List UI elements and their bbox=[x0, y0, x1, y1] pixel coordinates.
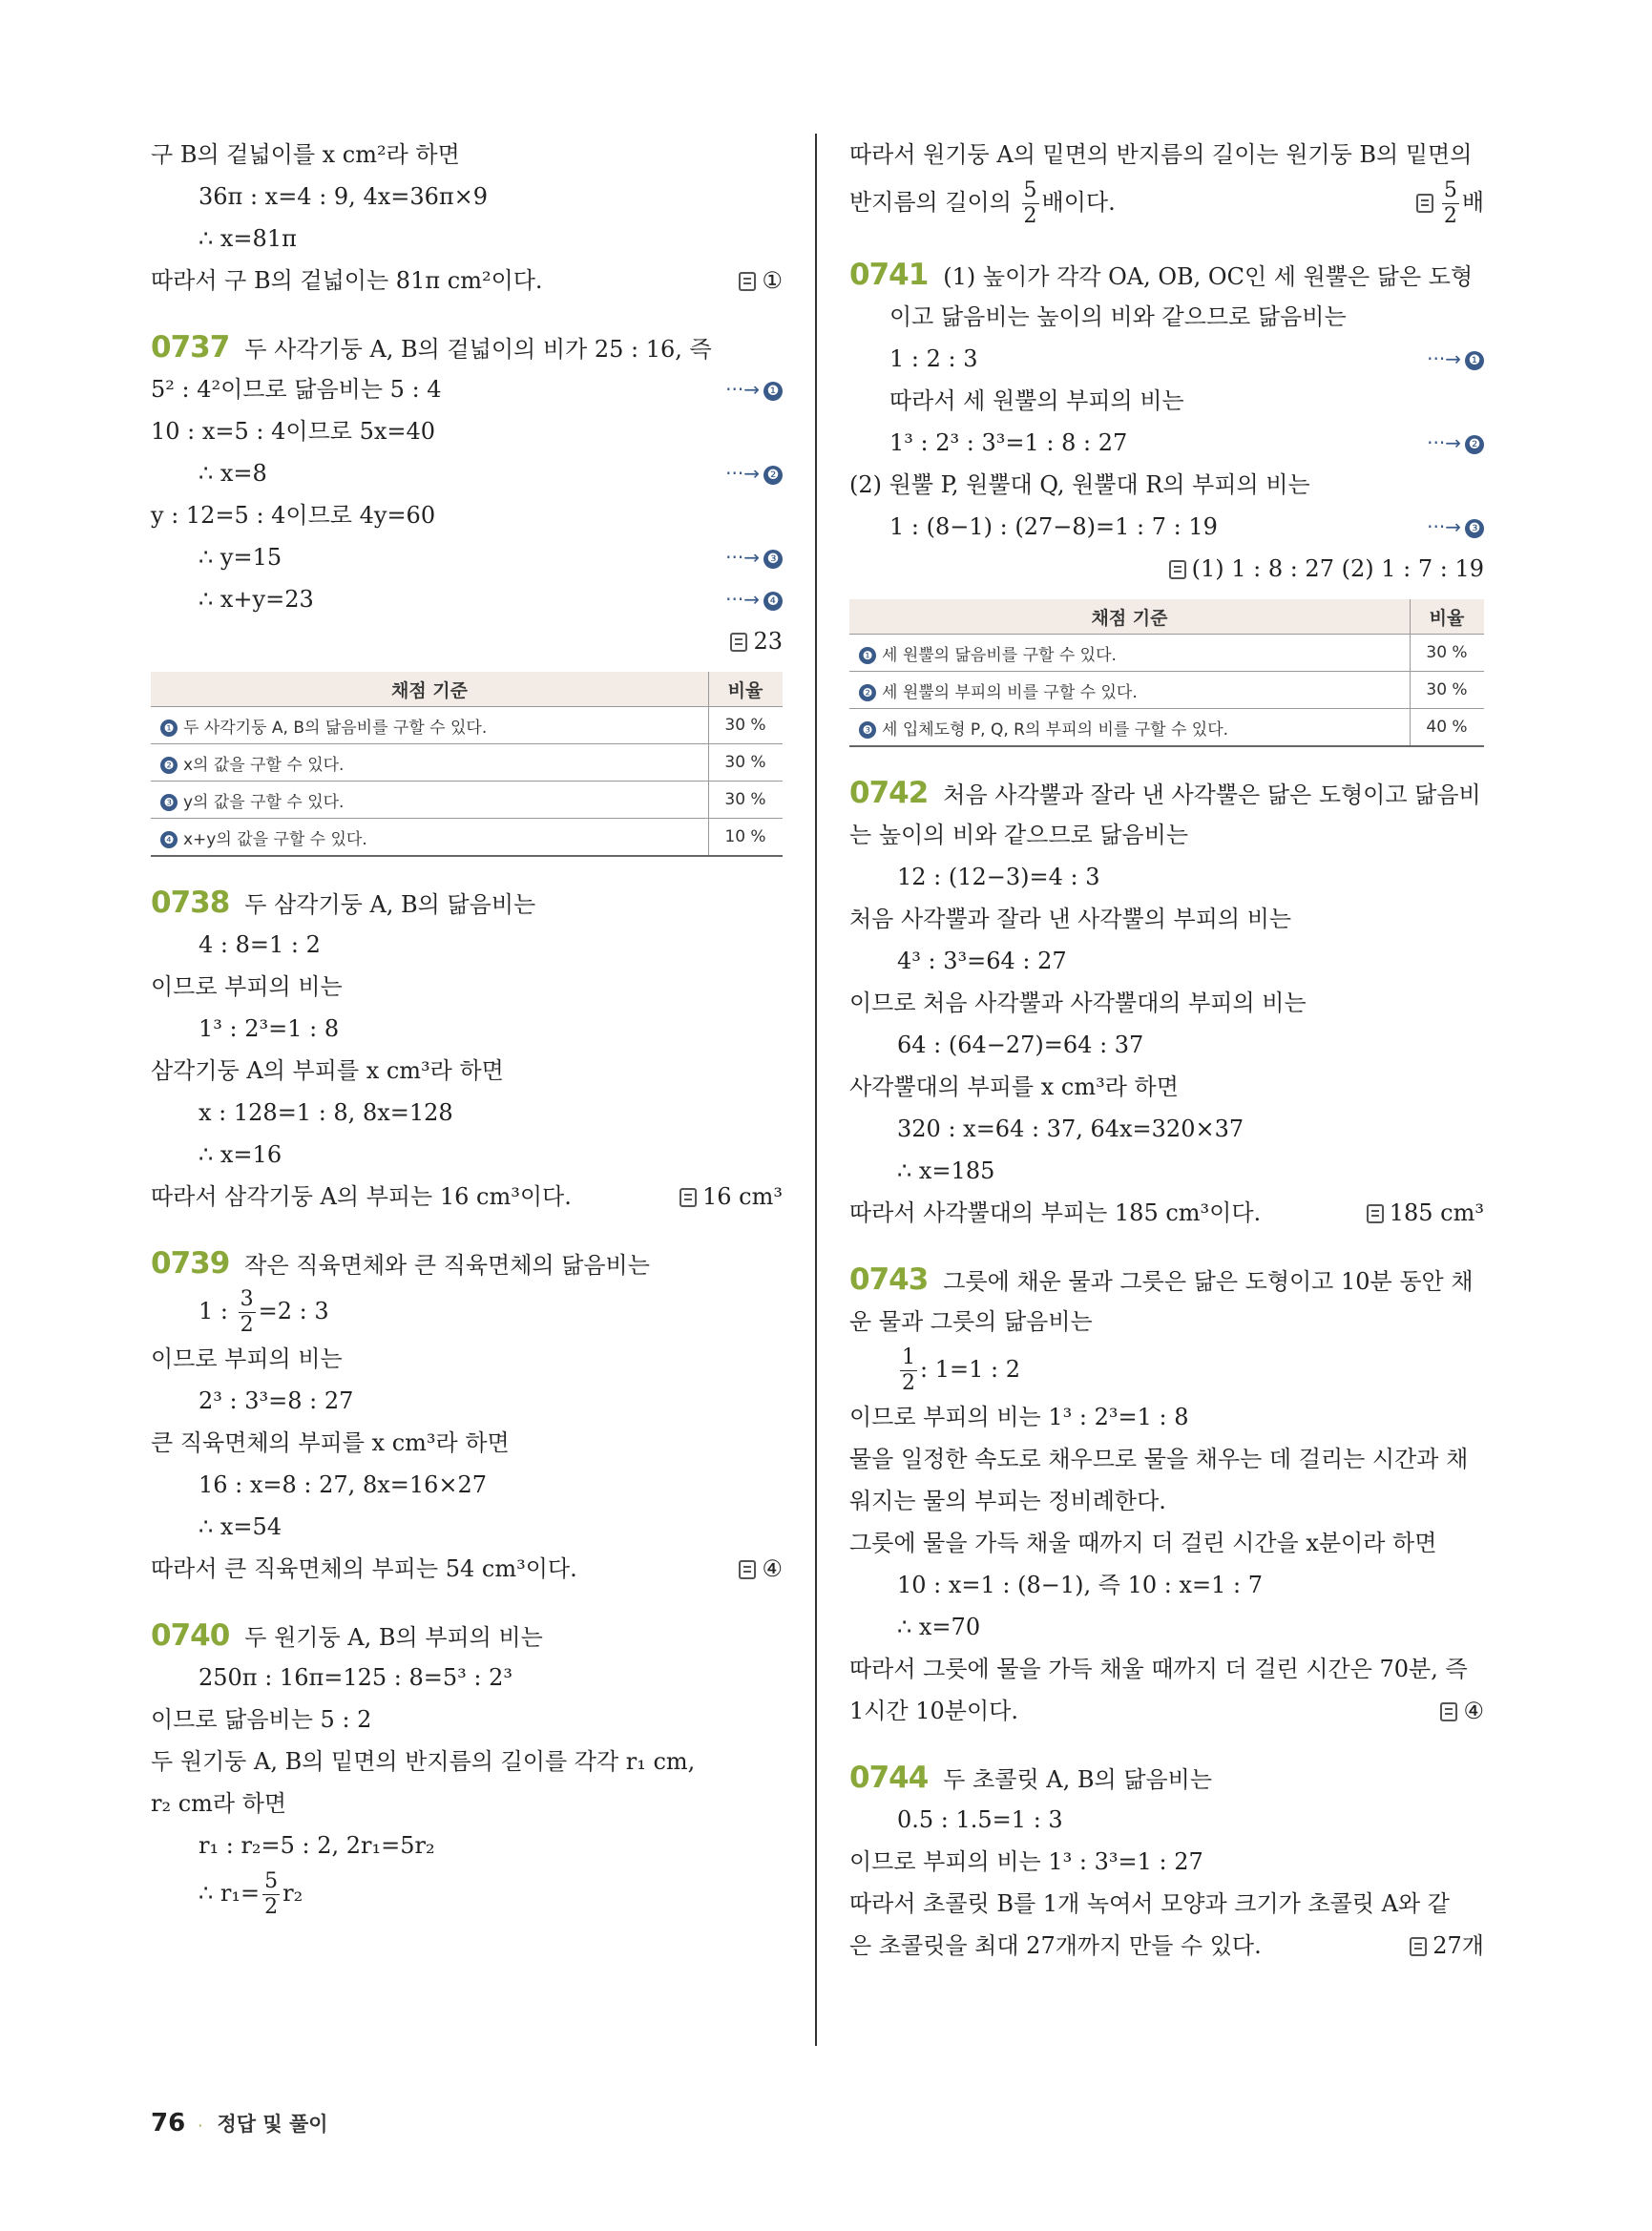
criterion-cell bbox=[849, 709, 1411, 747]
ratio-cell: 30 % bbox=[709, 782, 784, 819]
line-text: 물을 일정한 속도로 채우므로 물을 채우는 데 걸리는 시간과 채 bbox=[849, 1446, 1469, 1472]
solution-line bbox=[849, 1648, 1484, 1690]
solution-line bbox=[151, 452, 783, 494]
line-text: 1 : 2 : 3 bbox=[889, 345, 978, 372]
line-text: 1 : (8−1) : (27−8)=1 : 7 : 19 bbox=[889, 513, 1218, 540]
fraction-numerator: 5 bbox=[264, 1869, 279, 1893]
criterion-marker: ❸ bbox=[160, 794, 178, 811]
line-text: 이므로 닮음비는 5 : 2 bbox=[151, 1706, 372, 1733]
scoring-table-header-cell: 채점 기준 bbox=[151, 672, 709, 707]
scoring-table-header-cell: 비율 bbox=[709, 672, 784, 707]
criterion-text: x+y의 값을 구할 수 있다. bbox=[183, 829, 367, 849]
line-text: 2³ : 3³=8 : 27 bbox=[199, 1387, 354, 1414]
line-text: 두 원기둥 A, B의 부피의 비는 bbox=[244, 1624, 543, 1651]
answer-icon bbox=[1367, 1204, 1384, 1223]
fraction-denominator: 2 bbox=[240, 1313, 254, 1337]
line-text: 10 : x=1 : (8−1), 즉 10 : x=1 : 7 bbox=[897, 1572, 1263, 1598]
criterion-marker: ❷ bbox=[859, 684, 876, 701]
ratio-cell: 30 % bbox=[709, 707, 784, 744]
criterion-cell bbox=[849, 672, 1411, 709]
line-text: 두 사각기둥 A, B의 겉넓이의 비가 25 : 16, 즉 bbox=[244, 336, 712, 363]
answer-value: ① bbox=[762, 267, 783, 294]
arrow-icon: ···→ bbox=[725, 378, 760, 401]
scoring-table-row bbox=[151, 707, 783, 744]
scoring-table-row bbox=[849, 672, 1484, 709]
line-text: r₁ : r₂=5 : 2, 2r₁=5r₂ bbox=[199, 1832, 435, 1859]
answer-icon bbox=[739, 272, 756, 291]
arrow-icon: ···→ bbox=[725, 546, 760, 569]
step-marker bbox=[1427, 506, 1484, 548]
line-text: 따라서 그릇에 물을 가득 채울 때까지 더 걸린 시간은 70분, 즉 bbox=[849, 1656, 1468, 1682]
step-number: ❶ bbox=[763, 382, 783, 401]
solution-line bbox=[849, 1606, 1484, 1648]
line-text: 1³ : 2³=1 : 8 bbox=[199, 1015, 340, 1042]
line-text: 는 높이의 비와 같으므로 닮음비는 bbox=[849, 822, 1189, 848]
arrow-icon: ···→ bbox=[725, 588, 760, 611]
scoring-table bbox=[849, 599, 1484, 747]
line-prefix: ∴ r₁= bbox=[199, 1880, 261, 1907]
arrow-icon: ···→ bbox=[1427, 515, 1461, 538]
solution-line bbox=[849, 548, 1484, 590]
line-text: 사각뿔대의 부피를 x cm³라 하면 bbox=[849, 1074, 1179, 1100]
answer-value: ④ bbox=[762, 1555, 783, 1582]
ratio-cell: 30 % bbox=[1411, 672, 1485, 709]
line-text: 삼각기둥 A의 부피를 x cm³라 하면 bbox=[151, 1057, 504, 1084]
scoring-table-row bbox=[849, 709, 1484, 747]
problem-number: 0741 bbox=[849, 258, 929, 292]
solution-line bbox=[849, 1690, 1484, 1732]
solution-line bbox=[849, 176, 1484, 229]
solution-line bbox=[151, 260, 783, 302]
line-text: 따라서 초콜릿 B를 1개 녹여서 모양과 크기가 초콜릿 A와 같 bbox=[849, 1890, 1450, 1917]
line-text: 운 물과 그릇의 닮음비는 bbox=[849, 1308, 1093, 1335]
criterion-cell bbox=[151, 782, 709, 819]
fraction bbox=[900, 1347, 917, 1394]
solution-line bbox=[151, 1824, 783, 1866]
line-text: 10 : x=5 : 4이므로 5x=40 bbox=[151, 418, 436, 445]
answer-icon bbox=[1440, 1702, 1457, 1721]
line-text: =2 : 3 bbox=[258, 1298, 329, 1324]
criterion-text: 세 원뿔의 부피의 비를 구할 수 있다. bbox=[882, 682, 1138, 702]
ratio-cell: 10 % bbox=[709, 819, 784, 857]
page-footer bbox=[151, 2109, 328, 2137]
solution-line bbox=[849, 338, 1484, 380]
line-text: 큰 직육면체의 부피를 x cm³라 하면 bbox=[151, 1429, 510, 1456]
line-text: 그릇에 채운 물과 그릇은 닮은 도형이고 10분 동안 채 bbox=[943, 1268, 1474, 1295]
problem-heading-line bbox=[151, 882, 783, 924]
criterion-cell bbox=[151, 707, 709, 744]
criterion-text: 세 원뿔의 닮음비를 구할 수 있다. bbox=[882, 645, 1117, 665]
problem-number: 0743 bbox=[849, 1262, 929, 1297]
line-text: 은 초콜릿을 최대 27개까지 만들 수 있다. bbox=[849, 1932, 1262, 1959]
solution-line bbox=[849, 1480, 1484, 1522]
line-text: 64 : (64−27)=64 : 37 bbox=[897, 1032, 1144, 1058]
solution-line bbox=[151, 966, 783, 1008]
solution-line bbox=[849, 296, 1484, 338]
solution-line bbox=[151, 1548, 783, 1590]
solution-line bbox=[151, 1176, 783, 1218]
step-marker bbox=[1427, 338, 1484, 380]
line-text: 두 초콜릿 A, B의 닮음비는 bbox=[943, 1766, 1213, 1793]
solution-line bbox=[849, 1799, 1484, 1841]
line-text: 따라서 큰 직육면체의 부피는 54 cm³이다. bbox=[151, 1555, 577, 1582]
line-text: 처음 사각뿔과 잘라 낸 사각뿔은 닮은 도형이고 닮음비 bbox=[943, 782, 1481, 808]
solution-line bbox=[151, 494, 783, 536]
criterion-marker: ❹ bbox=[160, 831, 178, 848]
line-text: 250π : 16π=125 : 8=5³ : 2³ bbox=[199, 1664, 513, 1691]
line-text: 이므로 부피의 비는 1³ : 2³=1 : 8 bbox=[849, 1404, 1189, 1430]
line-prefix: 반지름의 길이의 bbox=[849, 189, 1019, 216]
solution-line bbox=[151, 578, 783, 620]
problem-number: 0744 bbox=[849, 1761, 929, 1795]
line-text: 따라서 원기둥 A의 밑면의 반지름의 길이는 원기둥 B의 밑면의 bbox=[849, 141, 1473, 168]
answer-value: 185 cm³ bbox=[1389, 1199, 1484, 1226]
scoring-table-header bbox=[151, 672, 783, 707]
solution-line bbox=[849, 814, 1484, 856]
line-text: ∴ x=16 bbox=[199, 1141, 282, 1168]
solution-line bbox=[151, 1866, 783, 1920]
fraction bbox=[1022, 180, 1039, 227]
line-text: 워지는 물의 부피는 정비례한다. bbox=[849, 1488, 1166, 1514]
fraction-denominator: 2 bbox=[1443, 204, 1457, 228]
line-text: 따라서 구 B의 겉넓이는 81π cm²이다. bbox=[151, 267, 543, 294]
solution-line bbox=[151, 134, 783, 176]
scoring-table-row bbox=[151, 744, 783, 782]
solution-line bbox=[849, 464, 1484, 506]
line-text: ∴ x=70 bbox=[897, 1614, 981, 1640]
solution-line bbox=[849, 422, 1484, 464]
criterion-cell bbox=[151, 819, 709, 857]
solution-line bbox=[849, 1396, 1484, 1438]
fraction-denominator: 2 bbox=[902, 1371, 915, 1395]
line-text: 구 B의 겉넓이를 x cm²라 하면 bbox=[151, 141, 460, 168]
criterion-text: y의 값을 구할 수 있다. bbox=[183, 792, 345, 812]
line-text: 이므로 처음 사각뿔과 사각뿔대의 부피의 비는 bbox=[849, 990, 1307, 1016]
criterion-text: 두 사각기둥 A, B의 닮음비를 구할 수 있다. bbox=[183, 718, 488, 738]
solution-line bbox=[151, 1741, 783, 1783]
step-marker bbox=[725, 452, 783, 494]
solution-line bbox=[151, 1657, 783, 1699]
step-number: ❸ bbox=[1465, 519, 1484, 538]
line-text: 이므로 부피의 비는 1³ : 3³=1 : 27 bbox=[849, 1848, 1203, 1875]
line-text: 작은 직육면체와 큰 직육면체의 닮음비는 bbox=[244, 1252, 650, 1279]
fraction-denominator: 2 bbox=[264, 1895, 279, 1919]
solution-line bbox=[849, 1150, 1484, 1192]
line-text: 5² : 4²이므로 닮음비는 5 : 4 bbox=[151, 376, 442, 403]
problem-heading-line bbox=[849, 254, 1484, 296]
answer-suffix: 배 bbox=[1461, 189, 1484, 216]
solution-line bbox=[849, 898, 1484, 940]
solution-line bbox=[849, 856, 1484, 898]
line-text: 16 : x=8 : 27, 8x=16×27 bbox=[199, 1471, 488, 1498]
answer-value: ④ bbox=[1463, 1698, 1484, 1724]
line-text: 따라서 사각뿔대의 부피는 185 cm³이다. bbox=[849, 1199, 1262, 1226]
fraction-numerator: 3 bbox=[240, 1287, 254, 1311]
fraction-numerator: 5 bbox=[1443, 178, 1457, 202]
arrow-icon: ···→ bbox=[1427, 431, 1461, 454]
answer bbox=[680, 1176, 783, 1218]
solution-line bbox=[151, 1783, 783, 1824]
fraction-numerator: 1 bbox=[902, 1345, 915, 1369]
fraction-denominator: 2 bbox=[1023, 204, 1037, 228]
solution-line bbox=[849, 1522, 1484, 1564]
line-text: 36π : x=4 : 9, 4x=36π×9 bbox=[199, 183, 489, 210]
line-text: 이므로 부피의 비는 bbox=[151, 973, 343, 1000]
solution-line bbox=[151, 1338, 783, 1380]
page-number: 76 bbox=[151, 2109, 186, 2137]
line-text: (2) 원뿔 P, 원뿔대 Q, 원뿔대 R의 부피의 비는 bbox=[849, 471, 1310, 498]
criterion-marker: ❸ bbox=[859, 721, 876, 739]
solution-line bbox=[151, 410, 783, 452]
ratio-cell: 30 % bbox=[709, 744, 784, 782]
solution-line bbox=[151, 1050, 783, 1092]
solution-line bbox=[151, 1008, 783, 1050]
solution-line bbox=[151, 1464, 783, 1506]
step-marker bbox=[725, 536, 783, 578]
answer-icon bbox=[730, 633, 747, 652]
solution-line bbox=[151, 620, 783, 662]
problem-number: 0739 bbox=[151, 1246, 230, 1281]
problem-number: 0737 bbox=[151, 330, 230, 365]
criterion-marker: ❶ bbox=[160, 719, 178, 737]
problem-heading-line bbox=[849, 772, 1484, 814]
solution-line bbox=[151, 1506, 783, 1548]
scoring-table-header-cell: 비율 bbox=[1411, 599, 1485, 635]
answer-value: 16 cm³ bbox=[702, 1183, 783, 1210]
ratio-cell: 30 % bbox=[1411, 635, 1485, 672]
line-text: 4 : 8=1 : 2 bbox=[199, 931, 321, 958]
line-text: ∴ x=81π bbox=[199, 225, 297, 252]
fraction bbox=[239, 1289, 256, 1336]
solution-line bbox=[849, 1343, 1484, 1396]
arrow-icon: ···→ bbox=[725, 462, 760, 485]
solution-line bbox=[849, 380, 1484, 422]
ratio-cell: 40 % bbox=[1411, 709, 1485, 747]
solution-line bbox=[849, 1066, 1484, 1108]
step-number: ❸ bbox=[763, 550, 783, 569]
footer-separator: · bbox=[198, 2116, 203, 2135]
answer bbox=[730, 620, 783, 662]
solution-line bbox=[151, 368, 783, 410]
line-text: 이고 닮음비는 높이의 비와 같으므로 닮음비는 bbox=[889, 303, 1347, 330]
problem-number: 0738 bbox=[151, 886, 230, 920]
solution-line bbox=[849, 982, 1484, 1024]
criterion-cell bbox=[849, 635, 1411, 672]
answer bbox=[1410, 1925, 1484, 1967]
answer bbox=[739, 1548, 783, 1590]
answer-icon bbox=[1416, 194, 1433, 213]
scoring-table-row bbox=[849, 635, 1484, 672]
answer-icon bbox=[1410, 1937, 1427, 1956]
right-column bbox=[849, 134, 1484, 1967]
solution-line bbox=[849, 1192, 1484, 1234]
line-text: 0.5 : 1.5=1 : 3 bbox=[897, 1806, 1063, 1833]
step-number: ❶ bbox=[1465, 351, 1484, 370]
solution-line bbox=[849, 1925, 1484, 1967]
solution-line bbox=[849, 506, 1484, 548]
line-text: ∴ y=15 bbox=[199, 544, 282, 571]
solution-line bbox=[849, 134, 1484, 176]
solution-line bbox=[151, 1699, 783, 1741]
answer-icon bbox=[1169, 560, 1186, 579]
line-text: 12 : (12−3)=4 : 3 bbox=[897, 864, 1100, 890]
step-marker bbox=[725, 578, 783, 620]
problem-number: 0740 bbox=[151, 1618, 230, 1653]
answer-icon bbox=[739, 1560, 756, 1579]
scoring-table-row bbox=[151, 819, 783, 857]
solution-line bbox=[849, 1301, 1484, 1343]
criterion-marker: ❷ bbox=[160, 757, 178, 774]
arrow-icon: ···→ bbox=[1427, 347, 1461, 370]
solution-line bbox=[151, 1284, 783, 1338]
solution-line bbox=[849, 1841, 1484, 1883]
solution-line bbox=[151, 1380, 783, 1422]
problem-heading-line bbox=[151, 326, 783, 368]
solution-line bbox=[849, 1108, 1484, 1150]
solution-line bbox=[151, 924, 783, 966]
answer bbox=[1367, 1192, 1484, 1234]
line-text: 따라서 세 원뿔의 부피의 비는 bbox=[889, 387, 1184, 414]
criterion-text: x의 값을 구할 수 있다. bbox=[183, 755, 345, 775]
criterion-marker: ❶ bbox=[859, 647, 876, 664]
problem-heading-line bbox=[849, 1757, 1484, 1799]
step-number: ❷ bbox=[1465, 435, 1484, 454]
solution-line bbox=[849, 940, 1484, 982]
problem-heading-line bbox=[849, 1259, 1484, 1301]
solution-line bbox=[151, 1092, 783, 1134]
step-marker bbox=[1427, 422, 1484, 464]
line-text: x : 128=1 : 8, 8x=128 bbox=[199, 1099, 453, 1126]
line-text: : 1=1 : 2 bbox=[920, 1356, 1020, 1383]
problem-heading-line bbox=[151, 1242, 783, 1284]
solution-line bbox=[849, 1438, 1484, 1480]
left-column bbox=[151, 134, 783, 1920]
column-divider bbox=[815, 134, 817, 2046]
answer-value: 27개 bbox=[1432, 1932, 1484, 1959]
problem-number: 0742 bbox=[849, 776, 929, 810]
solution-line bbox=[849, 1024, 1484, 1066]
criterion-text: 세 입체도형 P, Q, R의 부피의 비를 구할 수 있다. bbox=[882, 719, 1229, 740]
fraction-numerator: 5 bbox=[1023, 178, 1037, 202]
criterion-cell bbox=[151, 744, 709, 782]
solution-line bbox=[151, 218, 783, 260]
solution-line bbox=[151, 1422, 783, 1464]
solution-line bbox=[849, 1883, 1484, 1925]
solution-line bbox=[151, 536, 783, 578]
line-text: 1³ : 2³ : 3³=1 : 8 : 27 bbox=[889, 429, 1128, 456]
line-text: (1) 높이가 각각 OA, OB, OC인 세 원뿔은 닮은 도형 bbox=[943, 263, 1474, 290]
fraction bbox=[262, 1871, 280, 1918]
line-text: 두 삼각기둥 A, B의 닮음비는 bbox=[244, 891, 536, 918]
line-text: 처음 사각뿔과 잘라 낸 사각뿔의 부피의 비는 bbox=[849, 906, 1292, 932]
answer bbox=[739, 260, 783, 302]
line-text: ∴ x+y=23 bbox=[199, 586, 314, 613]
answer-value: 23 bbox=[753, 628, 783, 655]
step-marker bbox=[725, 368, 783, 410]
footer-label: 정답 및 풀이 bbox=[217, 2113, 328, 2136]
fraction bbox=[1442, 180, 1459, 227]
line-text: 두 원기둥 A, B의 밑면의 반지름의 길이를 각각 r₁ cm, bbox=[151, 1748, 696, 1775]
line-text: 이므로 부피의 비는 bbox=[151, 1345, 343, 1372]
line-text: 배이다. bbox=[1041, 189, 1116, 216]
solution-line bbox=[151, 1134, 783, 1176]
step-number: ❹ bbox=[763, 592, 783, 611]
solution-line bbox=[151, 176, 783, 218]
line-text: ∴ x=8 bbox=[199, 460, 267, 487]
line-text: r₂ bbox=[282, 1880, 303, 1907]
answer-value: (1) 1 : 8 : 27 (2) 1 : 7 : 19 bbox=[1191, 555, 1484, 582]
line-text: 1시간 10분이다. bbox=[849, 1698, 1018, 1724]
line-text: ∴ x=185 bbox=[897, 1157, 995, 1184]
scoring-table-header-cell: 채점 기준 bbox=[849, 599, 1411, 635]
answer bbox=[1440, 1690, 1484, 1732]
line-text: 그릇에 물을 가득 채울 때까지 더 걸린 시간을 x분이라 하면 bbox=[849, 1530, 1437, 1556]
line-text: y : 12=5 : 4이므로 4y=60 bbox=[151, 502, 436, 529]
problem-heading-line bbox=[151, 1615, 783, 1657]
answer bbox=[1169, 548, 1484, 590]
line-text: 4³ : 3³=64 : 27 bbox=[897, 948, 1067, 974]
line-text: r₂ cm라 하면 bbox=[151, 1790, 287, 1817]
line-text: 따라서 삼각기둥 A의 부피는 16 cm³이다. bbox=[151, 1183, 572, 1210]
line-prefix: 1 : bbox=[199, 1298, 236, 1324]
scoring-table-row bbox=[151, 782, 783, 819]
line-text: 320 : x=64 : 37, 64x=320×37 bbox=[897, 1116, 1244, 1142]
answer-icon bbox=[680, 1188, 697, 1207]
line-text: ∴ x=54 bbox=[199, 1513, 282, 1540]
step-number: ❷ bbox=[763, 466, 783, 485]
scoring-table bbox=[151, 672, 783, 857]
scoring-table-header bbox=[849, 599, 1484, 635]
answer bbox=[1416, 176, 1484, 229]
solution-line bbox=[849, 1564, 1484, 1606]
